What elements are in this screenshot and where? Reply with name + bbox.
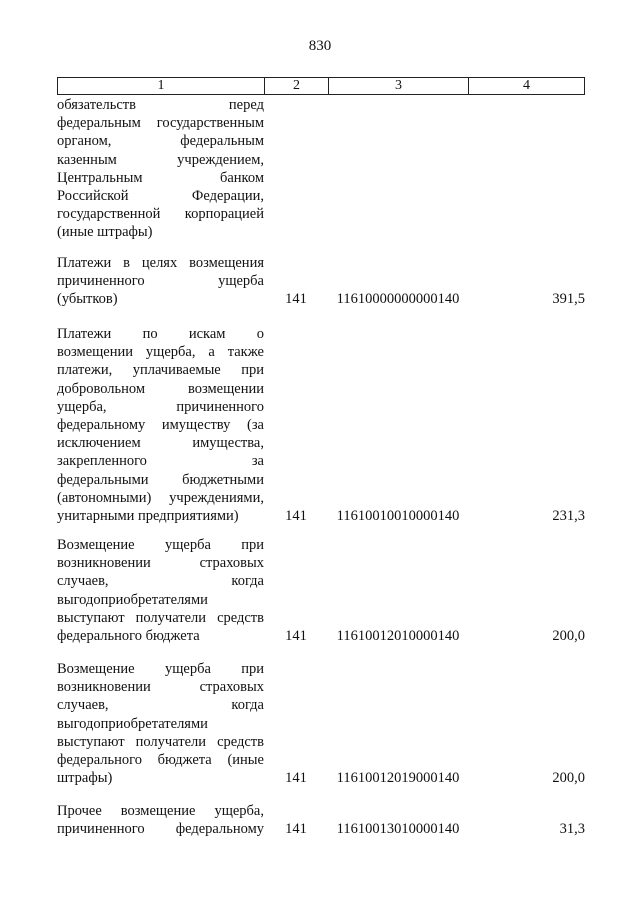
description-line: государственной корпорацией <box>57 206 264 223</box>
description-line: случаев, когда <box>57 697 264 714</box>
header-col-3: 3 <box>329 78 469 94</box>
description-line: добровольном возмещении <box>57 380 264 397</box>
row-amount: 200,0 <box>552 770 585 787</box>
description-line: Российской Федерации, <box>57 187 264 204</box>
description-line: причиненного федеральному <box>57 821 264 838</box>
row-budget-code: 11610012019000140 <box>336 770 460 787</box>
description-line: федеральным государственным <box>57 115 264 132</box>
description-line: (автономными) учреждениями, <box>57 489 264 506</box>
description-line: федеральными бюджетными <box>57 471 264 488</box>
description-line: органом, федеральным <box>57 133 264 150</box>
description-line: Прочее возмещение ущерба, <box>57 803 264 819</box>
row-budget-code: 11610000000000140 <box>336 291 460 308</box>
description-line: выгодоприобретателями <box>57 591 208 608</box>
table-row <box>57 254 585 309</box>
page-number: 830 <box>308 38 332 54</box>
description-line: Платежи в целях возмещения <box>57 255 264 271</box>
header-col-4: 4 <box>523 78 530 93</box>
row-admin-code: 141 <box>285 628 307 644</box>
row-amount: 200,0 <box>552 628 585 644</box>
row-admin-code: 141 <box>285 770 307 787</box>
table-row <box>57 96 585 242</box>
row-amount: 31,3 <box>559 821 585 838</box>
table-row <box>57 536 585 645</box>
row-description <box>57 96 264 242</box>
description-line: выступают получатели средств <box>57 609 264 626</box>
description-line: возникновении страховых <box>57 555 264 572</box>
description-line: Центральным банком <box>57 169 264 186</box>
description-line: причиненного ущерба <box>57 273 264 290</box>
row-description <box>57 536 264 645</box>
table-header <box>57 77 585 95</box>
row-description <box>57 802 264 838</box>
description-line: Возмещение ущерба при <box>57 661 264 677</box>
row-budget-code: 11610013010000140 <box>336 821 460 838</box>
row-budget-code: 11610012010000140 <box>336 628 460 644</box>
description-line: случаев, когда <box>57 573 264 590</box>
row-description <box>57 660 264 787</box>
description-line: (убытков) <box>57 291 118 308</box>
row-description <box>57 325 264 525</box>
description-line: Платежи по искам о <box>57 326 264 342</box>
description-line: федерального бюджета (иные <box>57 751 264 768</box>
description-line: выступают получатели средств <box>57 733 264 750</box>
row-amount: 231,3 <box>552 508 585 524</box>
description-line: (иные штрафы) <box>57 224 153 241</box>
row-admin-code: 141 <box>285 291 307 308</box>
header-col-1: 1 <box>58 78 265 94</box>
table-row <box>57 325 585 525</box>
header-col-2: 2 <box>265 78 329 94</box>
row-description <box>57 254 264 309</box>
description-line: выгодоприобретателями <box>57 715 208 732</box>
description-line: унитарными предприятиями) <box>57 507 239 524</box>
description-line: обязательств перед <box>57 97 264 113</box>
table-row <box>57 660 585 787</box>
description-line: платежи, уплачиваемые при <box>57 362 264 379</box>
description-line: штрафы) <box>57 770 113 787</box>
description-line: казенным учреждением, <box>57 151 264 168</box>
row-amount: 391,5 <box>552 291 585 308</box>
description-line: исключением имущества, <box>57 435 264 452</box>
description-line: возмещении ущерба, а также <box>57 344 264 361</box>
row-budget-code: 11610010010000140 <box>336 508 460 524</box>
description-line: ущерба, причиненного <box>57 398 264 415</box>
row-admin-code: 141 <box>285 821 307 838</box>
row-admin-code: 141 <box>285 508 307 524</box>
description-line: федерального бюджета <box>57 627 200 644</box>
description-line: федеральному имуществу (за <box>57 416 264 433</box>
table-row <box>57 802 585 838</box>
description-line: возникновении страховых <box>57 679 264 696</box>
description-line: закрепленного за <box>57 453 264 470</box>
description-line: Возмещение ущерба при <box>57 537 264 553</box>
